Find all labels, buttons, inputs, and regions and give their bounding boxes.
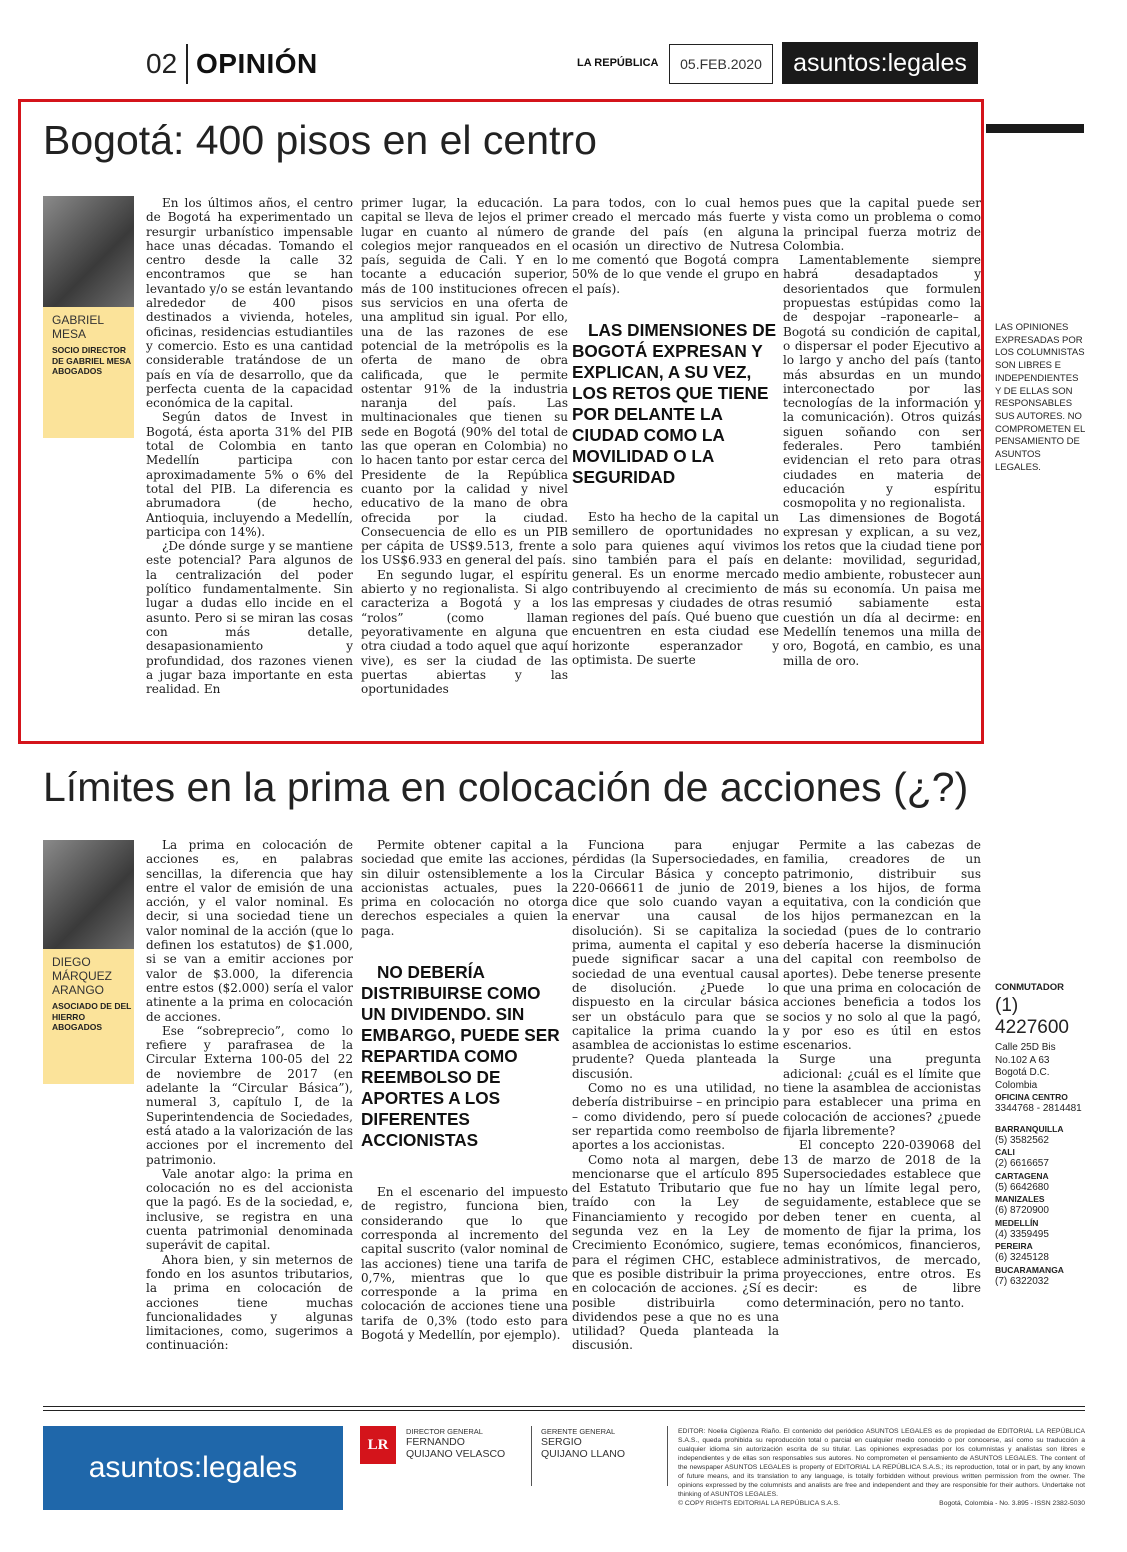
- footer-divider: [531, 1426, 532, 1486]
- paragraph: En los últimos años, el centro de Bogotá ha experimentado un resurgir urbanístico impensable hace unas décadas. Tomando el centro desde la calle 32 encontramos que se han levantado y/o se están levantando alrededor de 400 pisos destinados a vivienda, hoteles, oficinas, residencias estudiantiles y comercio. Esto es una cantidad considerable tratándose de un país en vía de desarrollo, que da perfecta cuenta de la capacidad económica de la capital.: [146, 196, 353, 411]
- paragraph: Funciona para enjugar pérdidas (la Supersociedades, en la Circular Básica y concepto 220-066611 de junio de 2019, dice que solo cuando vayan a enervar una causal de disolución). Si se capitaliza la prima, aumenta el capital y eso puede significar sacar a una sociedad de una eventual causal de disolución. ¿Puede lo dispuesto en la circular básica ser un obstáculo para que se capitalice la prima cuando la asamblea de accionistas lo estime prudente? Queda planteada la discusión.: [572, 838, 779, 1081]
- author-photo: [43, 840, 134, 949]
- paragraph: pues que la capital puede ser vista como un problema o como la principal fuerza motriz de Colombia.: [783, 196, 981, 253]
- city-name: PEREIRA: [995, 1241, 1033, 1251]
- city-phone: (6) 8720900: [995, 1205, 1049, 1216]
- paragraph: Permite obtener capital a la sociedad que emite las acciones, sin diluir ostensiblemente a los accionistas actuales, pues la prima en colocación no otorga derechos especiales a quien la paga.: [361, 838, 568, 938]
- address-line: Colombia: [995, 1079, 1038, 1091]
- city-phone: (7) 6322032: [995, 1275, 1049, 1287]
- city-name: MANIZALES: [995, 1194, 1045, 1204]
- copyright: © COPY RIGHTS EDITORIAL LA REPÚBLICA S.A.S.: [678, 1500, 841, 1507]
- disclaimer-note: LAS OPINIONES EXPRESADAS POR LOS COLUMNISTAS SON LIBRES E INDEPENDIENTES Y DE ELLAS SON RESPONSABLES SUS AUTORES. NO COMPROMETEN EL PENSAMIENTO DE ASUNTOS LEGALES.: [995, 322, 1085, 473]
- section-number: 02: [146, 48, 178, 79]
- section-divider: [186, 44, 188, 84]
- city-name: BARRANQUILLA: [995, 1123, 1064, 1134]
- author-role: SOCIO DIRECTOR DE GABRIEL MESA ABOGADOS: [52, 345, 131, 376]
- pull-quote: LAS DIMENSIONES DE BOGOTÁ EXPRESAN Y EXPLICAN, A SU VEZ, LOS RETOS QUE TIENE POR DELANTE LA CIUDAD COMO LA MOVILIDAD O LA SEGURIDAD: [572, 320, 777, 488]
- issue-info: Bogotá, Colombia - No. 3.895 - ISSN 2382-5030: [939, 1500, 1085, 1507]
- paragraph: ¿De dónde surge y se mantiene este potencial? Para algunos de la centralización del poder político fundamentalmente. Sin lugar a dudas ello incide en el asunto. Pero si se miran las cosas con más detalle, desapasionamiento y profundidad, dos razones vienen a jugar baza importante en esta realidad. En: [146, 539, 353, 697]
- pull-quote: NO DEBERÍA DISTRIBUIRSE COMO UN DIVIDENDO. SIN EMBARGO, PUEDE SER REPARTIDA COMO REEMBOLSO DE APORTES A LOS DIFERENTES ACCIONISTAS: [361, 962, 560, 1151]
- paragraph: Vale anotar algo: la prima en colocación no es del accionista que la pagó. Es de la sociedad, e, inclusive, se registra en una cuenta patrimonial denominada superávit de capital.: [146, 1166, 353, 1253]
- paragraph: para todos, con lo cual hemos creado el mercado más fuerte y grande del país (en alguna ocasión un directivo de Nutresa me comentó que Bogotá compra 50% de lo que vende el grupo en el país).: [572, 196, 779, 296]
- address-line: Calle 25D Bis: [995, 1042, 1056, 1053]
- paragraph: Lamentablemente siempre habrá desadaptados y desorientados que formulen propuestas estúpidas como la de despojar –raponearle– a Bogotá su condición de capital, o dispersar el poder Ejecutivo a lo largo y ancho del país (tanto más absurdas en un mundo interconectado por las tecnologías de la información y la comunicación). Otros quizás siguen soñando con ser federales. Pero también evidencian el reto para otras ciudades en materia de educación y espíritu cosmopolita y no regionalista.: [783, 253, 981, 511]
- footer-brand-logo: asuntos:legales: [43, 1426, 343, 1510]
- paragraph: En segundo lugar, el espíritu abierto y no regionalista. Si algo caracteriza a Bogotá y a los “rolos” (como llaman peyorativamente en alguna que otra ciudad a todo aquel que aquí vive), es ser la ciudad de las puertas abiertas y las oportunidades: [361, 567, 568, 697]
- section-rule: [986, 124, 1084, 133]
- author-role: ASOCIADO DE DEL HIERRO ABOGADOS: [52, 1001, 132, 1032]
- staff-name: QUIJANO VELASCO: [406, 1448, 506, 1460]
- lr-logo: LR: [360, 1426, 396, 1464]
- article-1-headline: Bogotá: 400 pisos en el centro: [43, 117, 597, 163]
- staff-name: FERNANDO: [406, 1436, 465, 1448]
- paragraph: Surge una pregunta adicional: ¿cuál es el límite que tiene la asamblea de accionistas para establecer una prima en colocación de acciones? ¿puede fijarla libremente?: [783, 1052, 981, 1138]
- staff-name: SERGIO: [541, 1436, 582, 1448]
- article-2-column-1: [146, 838, 353, 1353]
- paragraph: Permite a las cabezas de familia, creadores de un patrimonio, distribuir sus bienes a los hijos, de forma equitativa, con la condición que los hijos permanezcan en la sociedad (pues de lo contrario debería hacerse la disminución del capital con reembolso de aportes). Debe tenerse presente que una prima en colocación de acciones beneficia a todos los socios y no solo al que la pagó, y por eso es útil en estos escenarios.: [783, 838, 981, 1053]
- brand-logo: asuntos:legales: [782, 42, 978, 84]
- office-phones: 3344768 - 2814481: [995, 1103, 1082, 1114]
- city-phone: (6) 3245128: [995, 1252, 1049, 1263]
- article-1-column-4: [783, 196, 981, 668]
- article-2-headline: Límites en la prima en colocación de acciones (¿?): [43, 764, 969, 810]
- author-name: GABRIEL MESA: [52, 313, 104, 341]
- article-1-column-1: [146, 196, 353, 696]
- paragraph: Como no es una utilidad, no debería distribuirse – en principio – como dividendo, pero sí puede ser repartida como reembolso de aportes a los accionistas.: [572, 1081, 779, 1153]
- city-name: BUCARAMANGA: [995, 1264, 1064, 1275]
- legal-notice: EDITOR: Noelia Cigüenza Riaño. El contenido del periódico ASUNTOS LEGALES es de propiedad de EDITORIAL LA REPÚBLICA S.A.S., queda prohibida su reproducción total o parcial en cualquier medio conocido o por conocerse, así como su traducción a cualquier idioma sin autorización escrita de su titular. Las opiniones expresadas por los columnistas y analistas son libres e independientes y de ellas son responsables sus autores. No comprometen el pensamiento de ASUNTOS LEGALES. The content of the newspaper ASUNTOS LEGALES is property of EDITORIAL LA REPÚBLICA S.A.S.; its reproduction, total or in part, by any known of future means, and its translation to any language, is totally forbidden without previous written permission from the owner. The opinions expressed by the columnists and analists are free and independent and they are responsible for their authors. Undertake not thinking of ASUNTOS LEGALES.: [678, 1428, 1085, 1498]
- city-name: CALI: [995, 1147, 1015, 1157]
- city-phone: (4) 3359495: [995, 1228, 1049, 1240]
- article-1-column-3: [572, 196, 779, 667]
- city-name: MEDELLÍN: [995, 1217, 1039, 1228]
- staff-role: GERENTE GENERAL: [541, 1427, 616, 1436]
- legal-bottom-line: [678, 1500, 1085, 1507]
- paragraph: primer lugar, la educación. La capital se lleva de lejos el primer lugar en cuanto al número de colegios mejor ranqueados en el país, seguida de Cali. Y en lo tocante a educación superior, más de 100 instituciones ofrecen sus servicios en una oferta de una amplitud sin igual. Por ello, una de las razones de ese potencial de la metrópolis es la oferta de mano de obra calificada, que le permite ostentar 91% de la industria naranja del país. Las multinacionales que tienen su sede en Bogotá (90% del total de las que operan en Colombia) no lo hacen tanto por estar cerca del Presidente de la República cuanto por la calidad y nivel educativo de la mano de obra ofrecida por la ciudad. Consecuencia de ello es un PIB per cápita de US$9.513, frente a los US$6.933 en general del país.: [361, 196, 568, 568]
- paragraph: El concepto 220-039068 del 13 de marzo de 2018 de la Supersociedades establece que no hay un límite legal pero, seguidamente, establece que se deben tener en cuenta, al momento de fijar la prima, los temas económicos, financieros, administrativos, de mercado, proyecciones, entre otros. Es decir: es de libre determinación, pero no tanto.: [783, 1138, 981, 1310]
- office-label: OFICINA CENTRO: [995, 1092, 1068, 1102]
- paragraph: En el escenario del impuesto de registro, funciona bien, considerando que lo que corresponda al incremento del capital suscrito (valor nominal de las acciones) tiene una tarifa de 0,7%, mientras que lo que corresponde a la prima en colocación de acciones tiene una tarifa de 0,3% (todo esto para Bogotá y Medellín, por ejemplo).: [361, 1185, 568, 1343]
- paragraph: Ahora bien, y sin meternos de fondo en los asuntos tributarios, la prima en colocación de acciones tiene muchas funcionalidades y algunas limitaciones, como, sugerimos a continuación:: [146, 1252, 353, 1353]
- contact-label: CONMUTADOR: [995, 982, 1064, 993]
- footer-rule: [43, 1406, 1085, 1407]
- page-header: [146, 40, 979, 90]
- article-2-column-3: [572, 838, 779, 1353]
- issue-date: 05.FEB.2020: [669, 44, 773, 84]
- paragraph: La prima en colocación de acciones es, en palabras sencillas, la diferencia que hay entre el valor de emisión de una acción, y el valor nominal. Es decir, si una sociedad tiene un valor nominal de la acción (que lo definen los estatutos) de $1.000, si se van a emitir acciones por valor de $3.000, la diferencia entre estos ($2.000) sería el valor atinente a la prima en colocación de acciones.: [146, 838, 353, 1024]
- paragraph: Ese “sobreprecio”, como lo refiere y parafrasea de la Circular Externa 100-05 del 22 de noviembre de 2017 (en adelante la “Circular Básica”), numeral 3, capítulo I, de la Superintendencia de Sociedades, está atado a la valorización de las acciones por el incremento del patrimonio.: [146, 1023, 353, 1167]
- section-name: OPINIÓN: [196, 48, 318, 79]
- article-2-column-2: [361, 838, 568, 1342]
- paragraph: Como nota al margen, debe mencionarse que el artículo 895 del Estatuto Tributario que fue traído con la Ley de Financiamiento y recogido por segunda vez en la Ley de Crecimiento Económico, sugiere, para el régimen CHC, establece que es posible distribuir la prima en colocación de acciones. ¿Sí es posible distribuirla como dividendos pese a que no es una utilidad? Queda planteada la discusión.: [572, 1152, 779, 1353]
- paragraph: Según datos de Invest in Bogotá, ésta aporta 31% del PIB total de Colombia en tanto Medellín participa con aproximadamente 5% o 6% del total del PIB. La diferencia es abrumadora (de hecho, Antioquia, incluyendo a Medellín, participa con 14%).: [146, 410, 353, 539]
- city-phone: (5) 6642680: [995, 1181, 1049, 1193]
- footer-divider: [667, 1426, 668, 1486]
- footer-rule: [43, 1410, 1085, 1411]
- address-line: No.102 A 63: [995, 1054, 1050, 1066]
- manager-credit: [541, 1427, 625, 1460]
- article-2-author-card: [43, 840, 134, 1084]
- article-1-column-2: [361, 196, 568, 696]
- address-line: Bogotá D.C.: [995, 1067, 1050, 1078]
- author-photo: [43, 196, 134, 307]
- paragraph: Esto ha hecho de la capital un semillero de oportunidades no solo para quienes aquí vivimos sino también para el país en general. Es un enorme mercado contribuyendo al crecimiento de las empresas y ciudades de otras regiones del país. Qué bueno que encuentren en esta ciudad ese horizonte esperanzador y optimista. De suerte: [572, 510, 779, 668]
- main-phone: (1) 4227600: [995, 995, 1069, 1038]
- paragraph: Las dimensiones de Bogotá expresan y explican, a su vez, los retos que la ciudad tiene por delante: movilidad, seguridad, medio ambiente, robustecer aun más su economía. Un paisa me resumió sabiamente esta cuestión un día al decirme: en Medellín tenemos una milla de oro, Bogotá, en cambio, es una milla de oro.: [783, 510, 981, 668]
- article-1-author-card: [43, 196, 134, 438]
- article-2-column-4: [783, 838, 981, 1310]
- city-phone: (2) 6616657: [995, 1158, 1049, 1169]
- city-phone: (5) 3582562: [995, 1134, 1049, 1146]
- newspaper-name: LA REPÚBLICA: [577, 57, 659, 69]
- contact-info: [995, 982, 1095, 1288]
- city-name: CARTAGENA: [995, 1170, 1049, 1181]
- author-name: DIEGO MÁRQUEZ ARANGO: [52, 955, 112, 997]
- staff-name: QUIJANO LLANO: [541, 1448, 626, 1460]
- director-credit: [406, 1427, 505, 1460]
- staff-role: DIRECTOR GENERAL: [406, 1427, 483, 1436]
